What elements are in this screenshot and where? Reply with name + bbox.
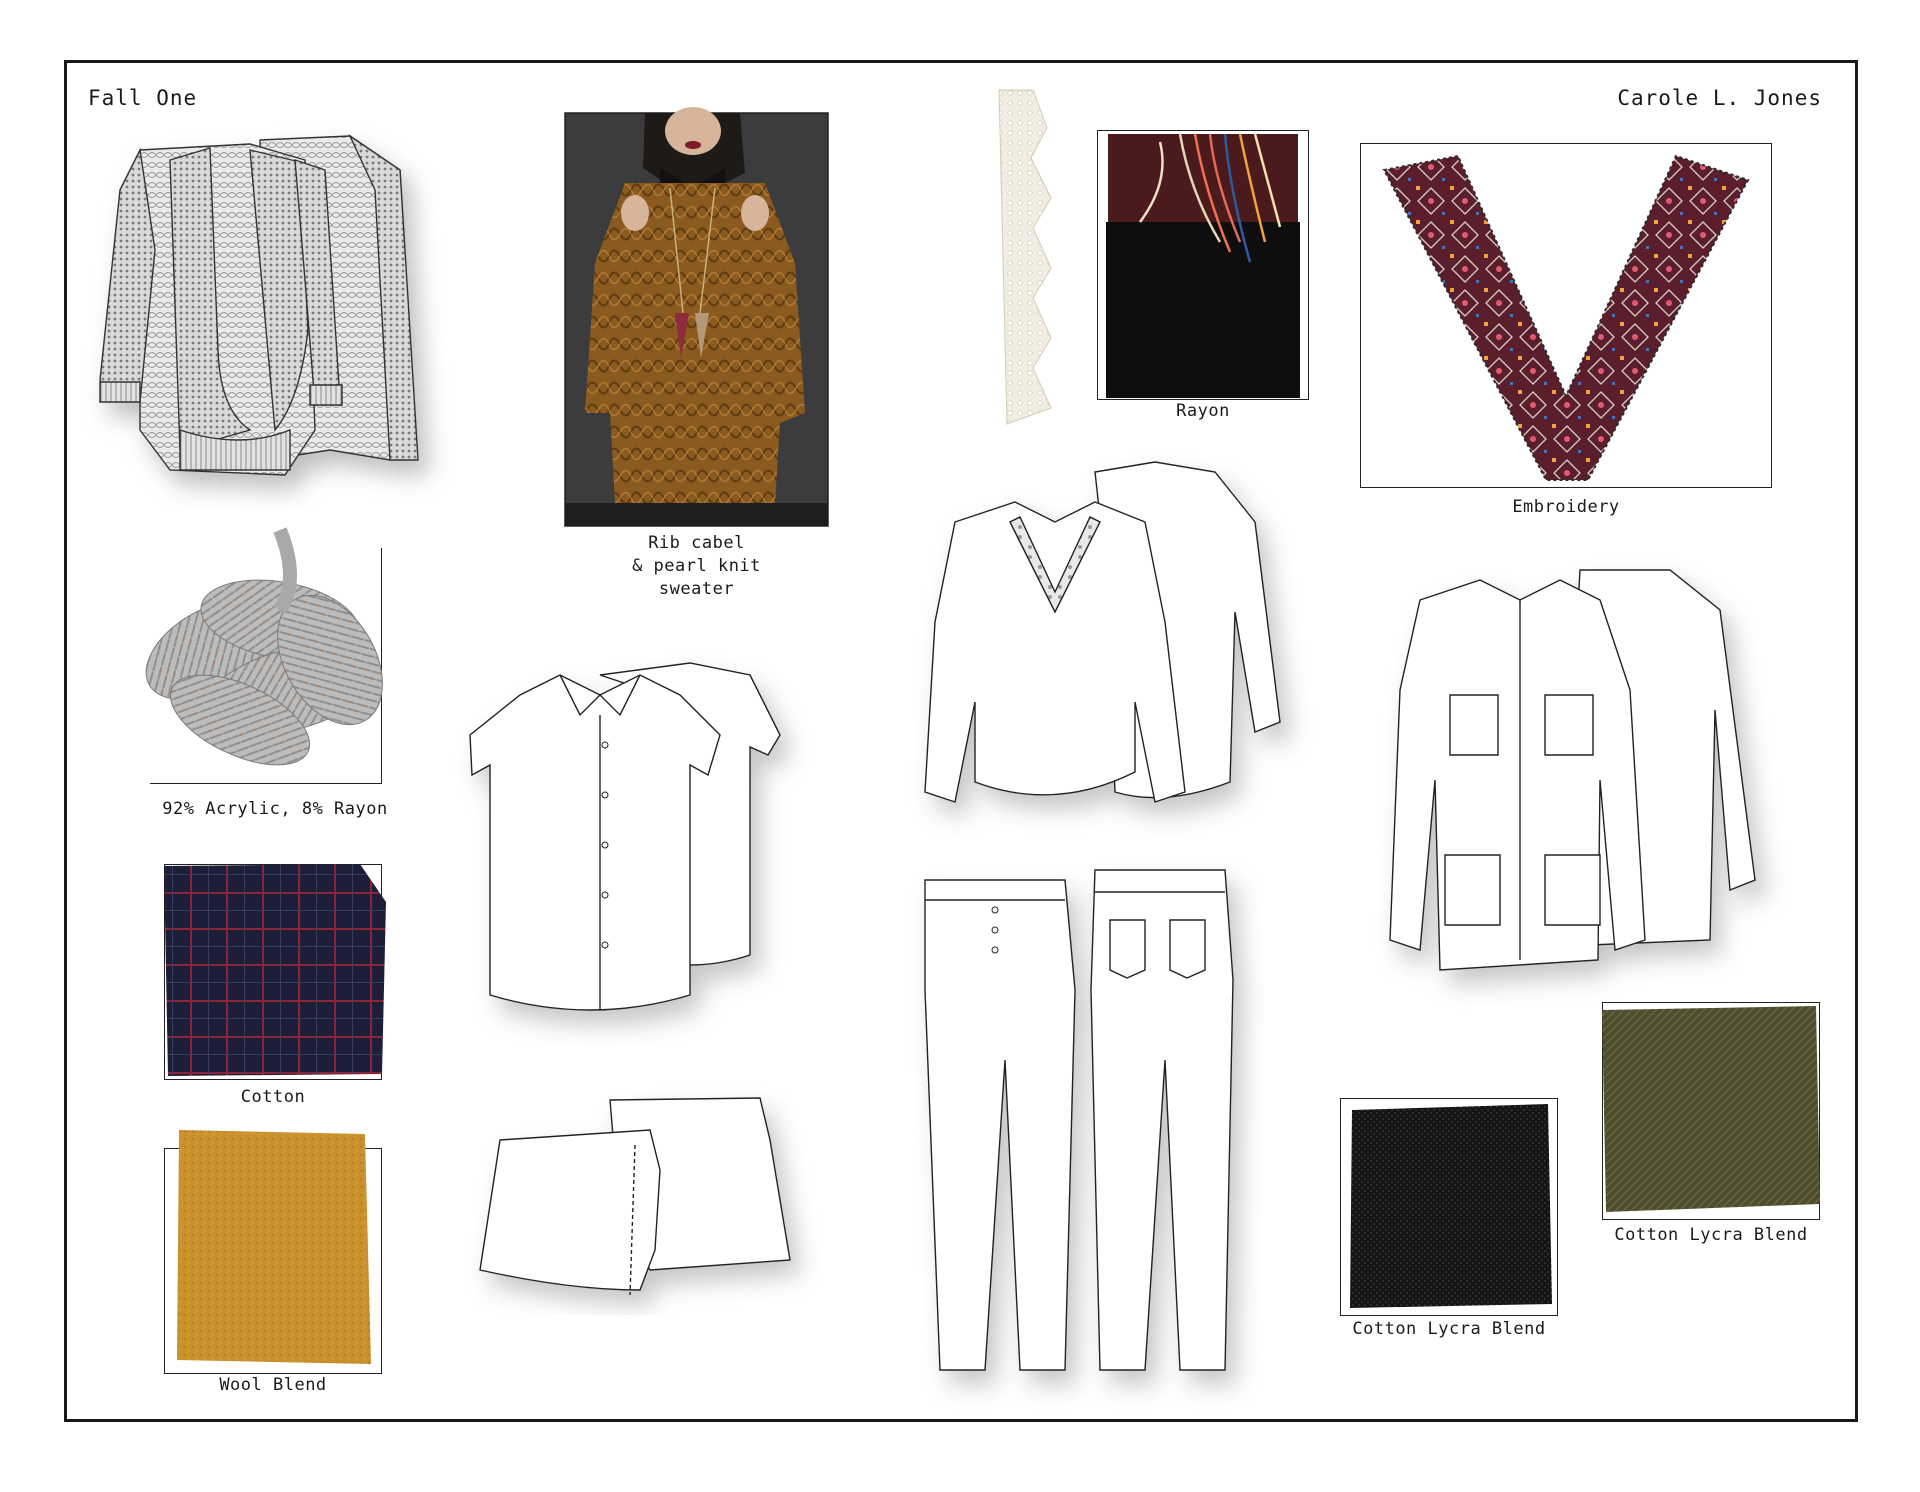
- plaid-caption: Cotton: [240, 1087, 306, 1107]
- denim-swatch: [1348, 1102, 1554, 1310]
- sweater-caption-line-2: & pearl knit: [632, 556, 761, 576]
- sweater-caption-line-1: Rib cabel: [648, 533, 745, 553]
- camp-shirt-flat-sketch: [450, 655, 790, 1025]
- embroidery-caption: Embroidery: [1512, 497, 1620, 517]
- sweater-photo: [565, 113, 828, 526]
- rayon-caption: Rayon: [1176, 401, 1230, 421]
- sweater-caption-line-3: sweater: [658, 579, 735, 599]
- felt-swatch: [175, 1128, 375, 1368]
- cardigan-flat-sketch: [100, 130, 420, 500]
- embroidery-panel: [1380, 150, 1752, 485]
- lace-trim-swatch: [985, 88, 1070, 426]
- olive-caption: Cotton Lycra Blend: [1614, 1225, 1808, 1245]
- olive-twill-swatch: [1598, 1004, 1822, 1218]
- sweater-caption: [565, 532, 828, 601]
- yarn-swatch: [130, 520, 420, 780]
- skort-flat-sketch: [470, 1090, 800, 1330]
- plaid-swatch: [160, 862, 388, 1080]
- felt-caption: Wool Blend: [219, 1375, 327, 1395]
- skinny-jeans-flat-sketch: [915, 860, 1245, 1380]
- peasant-blouse-flat-sketch: [885, 462, 1295, 822]
- rayon-swatch: [1100, 132, 1306, 398]
- yarn-caption: 92% Acrylic, 8% Rayon: [162, 799, 388, 819]
- denim-caption: Cotton Lycra Blend: [1352, 1319, 1546, 1339]
- designer-name: Carole L. Jones: [1617, 86, 1822, 110]
- board-title: Fall One: [88, 86, 198, 110]
- utility-jacket-flat-sketch: [1360, 560, 1760, 1000]
